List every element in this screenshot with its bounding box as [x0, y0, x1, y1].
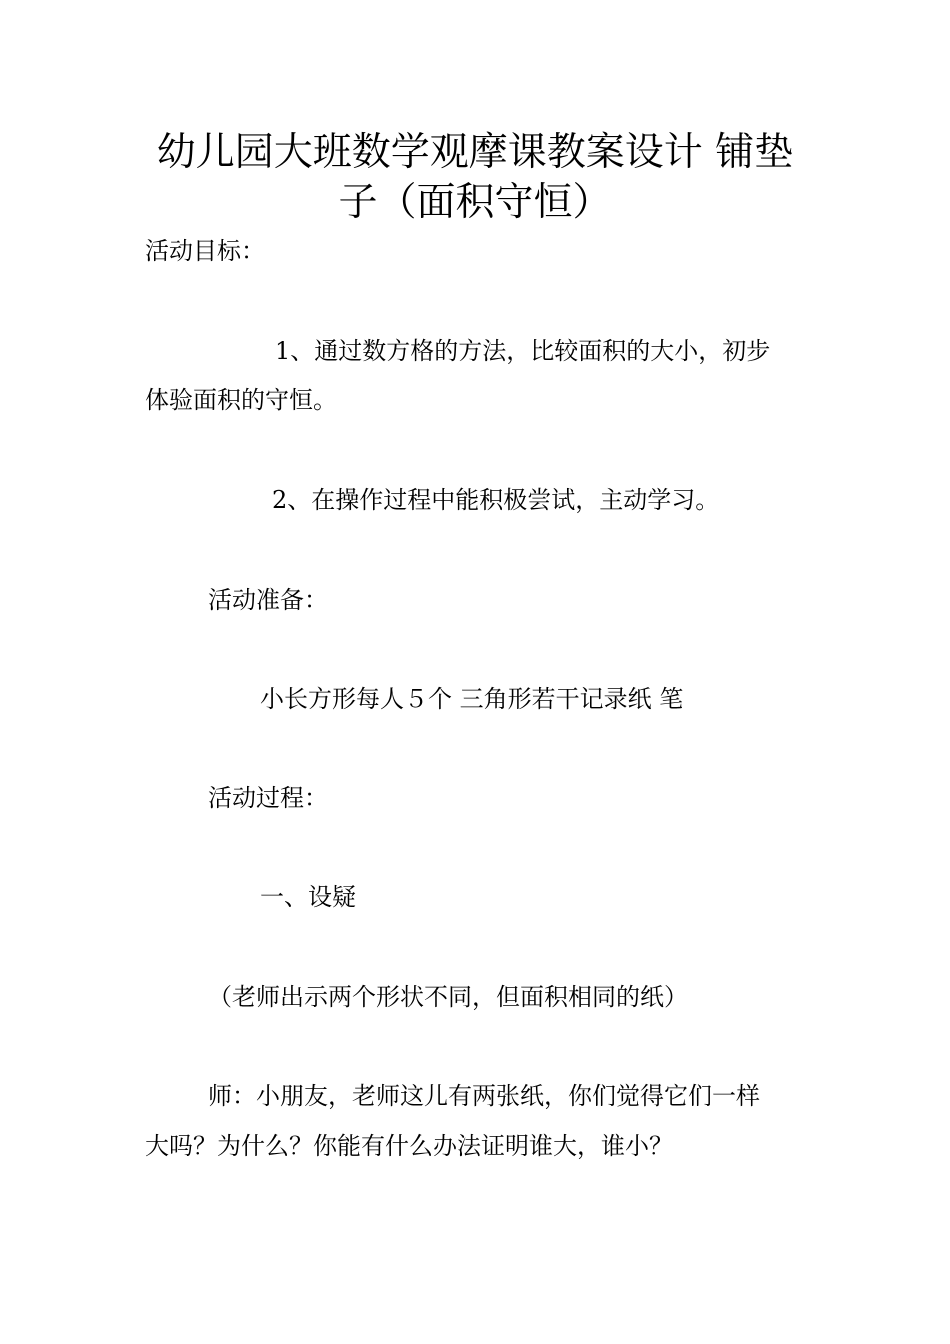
- teacher-line-1: 师：小朋友，老师这儿有两张纸，你们觉得它们一样: [208, 1082, 760, 1110]
- goals-heading: 活动目标：: [145, 237, 265, 265]
- step-1-note: （老师出示两个形状不同，但面积相同的纸）: [208, 983, 688, 1011]
- document-title-line-1: 幼儿园大班数学观摩课教案设计 铺垫: [156, 130, 794, 175]
- preparation-heading: 活动准备：: [208, 586, 328, 614]
- preparation-items: 小长方形每人５个 三角形若干记录纸 笔: [260, 685, 684, 713]
- process-heading: 活动过程：: [208, 784, 328, 812]
- step-1-heading: 一、设疑: [260, 883, 356, 911]
- goal-2: 2、在操作过程中能积极尝试，主动学习。: [272, 486, 720, 514]
- goal-1-line-1: 1、通过数方格的方法，比较面积的大小，初步: [275, 337, 771, 365]
- teacher-line-2: 大吗？为什么？你能有什么办法证明谁大，谁小？: [145, 1132, 673, 1160]
- goal-1-line-2: 体验面积的守恒。: [145, 386, 337, 414]
- document-title-line-2: 子（面积守恒）: [338, 180, 612, 225]
